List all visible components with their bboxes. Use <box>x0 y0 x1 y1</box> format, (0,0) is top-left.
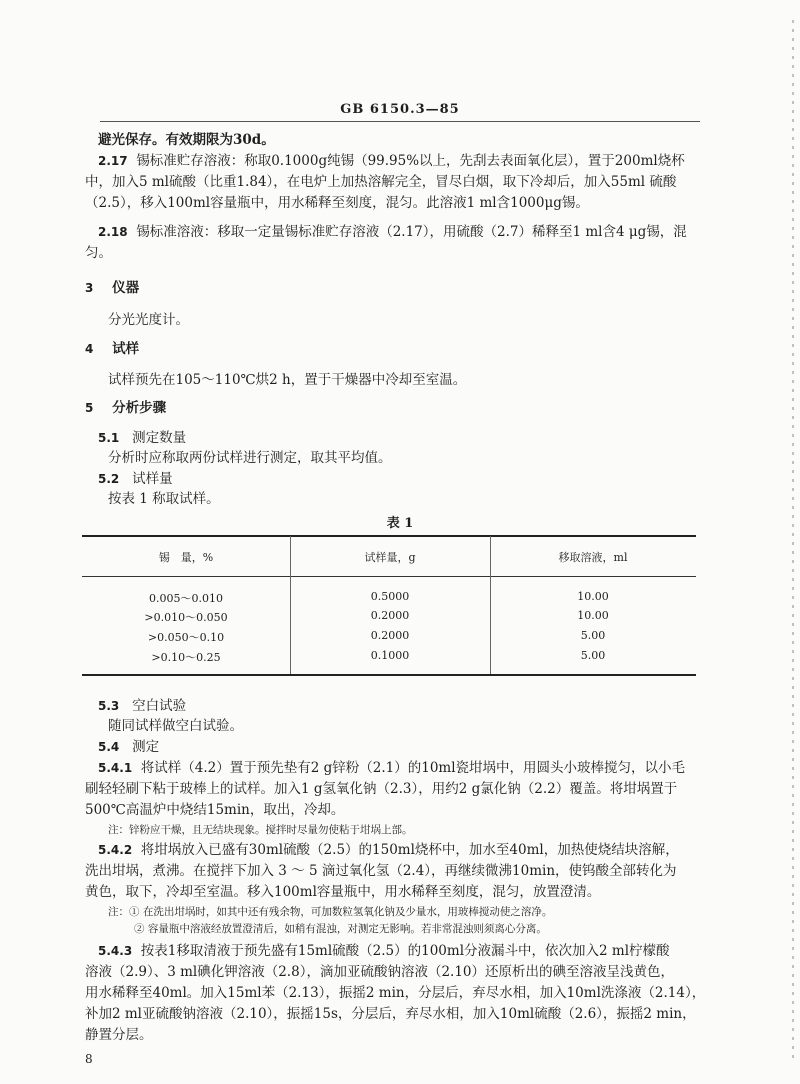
section-3-heading <box>85 278 139 298</box>
header-rule <box>100 121 700 122</box>
section-number: 5 <box>85 401 94 415</box>
clause-number: 5.4.2 <box>98 843 133 857</box>
clause-5-4-3-line2: 溶液（2.9）、3 ml碘化钾溶液（2.8），滴加亚硫酸钠溶液（2.10）还原析出的碘至溶液呈浅黄色， <box>85 964 674 980</box>
clause-5-4-3-line5: 静置分层。 <box>85 1027 153 1043</box>
table-cell: 0.5000 <box>370 590 410 603</box>
clause-title: 试样量 <box>132 471 173 487</box>
section-number: 4 <box>85 342 94 356</box>
section-title: 试样 <box>112 341 140 357</box>
clause-5-4-3-line4: 补加2 ml亚硫酸钠溶液（2.10），振摇15s，分层后，弃尽水相，加入10ml硫酸（2.6），振摇2 min， <box>85 1006 696 1022</box>
clause-5-4-heading <box>98 737 159 757</box>
clause-title: 测定数量 <box>132 430 187 446</box>
clause-5-4-3-line1 <box>98 941 670 961</box>
clause-5-3-body: 随同试样做空白试验。 <box>108 718 243 734</box>
section-title: 仪器 <box>112 280 140 296</box>
table-header-tin-content: 锡 量，% <box>158 551 214 564</box>
clause-5-2-heading <box>98 469 173 489</box>
section-title: 分析步骤 <box>112 400 167 416</box>
clause-5-4-1-line1 <box>98 758 685 778</box>
table-header-rule <box>82 576 696 577</box>
clause-5-2-body: 按表 1 称取试样。 <box>108 491 220 507</box>
clause-5-4-1-line2: 刷轻轻刷下粘于玻棒上的试样。加入1 g氢氧化钠（2.3），用约2 g氯化钠（2.2）覆盖。将坩埚置于 <box>85 781 678 797</box>
table-cell: 0.1000 <box>370 649 410 662</box>
clause-text: 将坩埚放入已盛有30ml硫酸（2.5）的150ml烧杯中，加水至40ml，加热使烧结块溶解， <box>140 842 679 858</box>
clause-5-4-2-line1 <box>98 840 679 860</box>
clause-2-18-line1 <box>98 222 687 242</box>
scan-edge-artifact <box>792 20 794 1060</box>
table-top-rule <box>82 535 696 537</box>
clause-number: 5.4.3 <box>98 944 133 958</box>
clause-number: 5.4 <box>98 740 120 754</box>
table-cell: 0.2000 <box>370 629 410 642</box>
clause-5-4-2-note1: 注：① 在洗出坩埚时，如其中还有残余物，可加数粒氢氧化钠及少量水，用玻棒搅动使之溶净。 <box>108 906 553 918</box>
table-cell: >0.050～0.10 <box>147 631 225 644</box>
page-number: 8 <box>85 1052 93 1066</box>
table-cell: 5.00 <box>580 649 606 662</box>
table-cell: 10.00 <box>577 590 609 603</box>
table-cell: 0.2000 <box>370 609 410 622</box>
table-cell: >0.10～0.25 <box>151 651 221 664</box>
clause-5-4-1-note: 注：锌粉应干燥，且无结块现象。搅拌时尽量勿使粘于坩埚上部。 <box>108 824 413 836</box>
clause-5-1-heading <box>98 428 186 448</box>
clause-number: 5.1 <box>98 431 120 445</box>
table-title: 表 1 <box>386 516 414 531</box>
section-number: 3 <box>85 281 94 295</box>
clause-2-17-line3: （2.5），移入100ml容量瓶中，用水稀释至刻度，混匀。此溶液1 ml含1000μg锡。 <box>85 195 589 211</box>
clause-5-4-2-line3: 黄色，取下，冷却至室温。移入100ml容量瓶中，用水稀释至刻度，混匀，放置澄清。 <box>85 884 601 900</box>
clause-2-18-line2: 匀。 <box>85 245 112 261</box>
clause-number: 2.18 <box>98 225 128 239</box>
section-5-heading <box>85 398 166 418</box>
table-header-aliquot-volume: 移取溶液，ml <box>558 551 628 564</box>
clause-number: 2.17 <box>98 154 128 168</box>
table-cell: 5.00 <box>580 629 606 642</box>
clause-text: 按表1移取清液于预先盛有15ml硫酸（2.5）的100ml分液漏斗中，依次加入2 ml柠檬酸 <box>140 943 670 959</box>
clause-title: 空白试验 <box>132 698 187 714</box>
clause-5-4-1-line3: 500℃高温炉中烧结15min，取出，冷却。 <box>85 802 345 818</box>
clause-text: 锡标准溶液：移取一定量锡标准贮存溶液（2.17），用硫酸（2.7）稀释至1 ml含4 μg锡，混 <box>136 224 687 240</box>
clause-5-1-body: 分析时应称取两份试样进行测定，取其平均值。 <box>108 450 392 466</box>
standard-header: GB 6150.3—85 <box>340 102 460 117</box>
clause-text: 锡标准贮存溶液：称取0.1000g纯锡（99.95%以上，先刮去表面氧化层），置于200ml烧杯 <box>136 153 685 169</box>
clause-number: 5.3 <box>98 699 120 713</box>
clause-2-17-line1 <box>98 151 685 171</box>
paragraph-storage: 避光保存。有效期限为30d。 <box>98 132 275 148</box>
clause-title: 测定 <box>132 739 160 755</box>
clause-5-3-heading <box>98 696 186 716</box>
table-cell: >0.010～0.050 <box>144 611 228 624</box>
clause-text: 将试样（4.2）置于预先垫有2 g锌粉（2.1）的10ml瓷坩埚中，用圆头小玻棒搅匀，以小毛 <box>140 760 686 776</box>
clause-number: 5.4.1 <box>98 761 133 775</box>
clause-5-4-2-note2: ② 容量瓶中溶液经放置澄清后，如稍有混浊，对测定无影响。若非常混浊则须离心分离。 <box>134 923 547 935</box>
clause-number: 5.2 <box>98 472 120 486</box>
clause-5-4-2-line2: 洗出坩埚，煮沸。在搅拌下加入 3 ～ 5 滴过氧化氢（2.4），再继续微沸10min，使钨酸全部转化为 <box>85 863 677 879</box>
clause-2-17-line2: 中，加入5 ml硫酸（比重1.84），在电炉上加热溶解完全，冒尽白烟，取下冷却后，加入55ml 硫酸 <box>85 174 677 190</box>
table-header-sample-mass: 试样量，g <box>364 551 416 564</box>
table-bottom-rule <box>82 674 696 676</box>
section-4-heading <box>85 339 139 359</box>
section-4-body: 试样预先在105～110℃烘2 h，置于干燥器中冷却至室温。 <box>108 372 467 388</box>
clause-5-4-3-line3: 用水稀释至40ml。加入15ml苯（2.13），振摇2 min，分层后，弃尽水相，加入10ml洗涤液（2.14）， <box>85 985 706 1001</box>
section-3-body: 分光光度计。 <box>108 312 189 328</box>
table-cell: 10.00 <box>577 609 609 622</box>
table-cell: 0.005～0.010 <box>149 592 223 605</box>
